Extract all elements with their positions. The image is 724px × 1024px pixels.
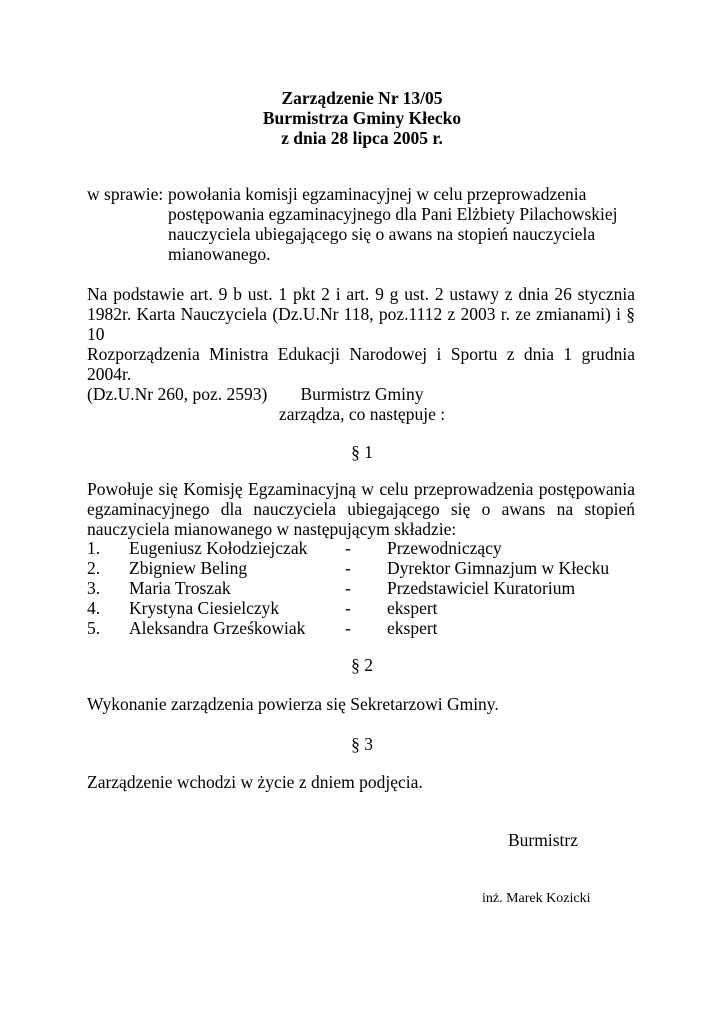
section-3-heading: § 3 [351,734,373,754]
section-3-text: Zarządzenie wchodzi w życie z dniem podjęcia. [87,772,423,792]
member-row [87,558,647,578]
decree-date: z dnia 28 lipca 2005 r. [281,128,443,148]
subject-line: postępowania egzaminacyjnego dla Pani Elżbiety Pilachowskiej [168,204,618,224]
member-role: Przewodniczący [387,538,502,558]
member-dash: - [345,598,351,618]
member-number: 1. [87,538,101,558]
signature-title: Burmistrz [508,830,578,850]
section-1-line: egzaminacyjnego dla nauczyciela ubiegającego się o awans na stopień [87,499,635,519]
member-number: 5. [87,618,101,638]
member-name: Zbigniew Beling [129,558,248,578]
member-role: ekspert [387,618,438,638]
member-row [87,598,647,618]
decree-statement: zarządza, co następuje : [278,404,446,424]
member-dash: - [345,538,351,558]
subject-line: powołania komisji egzaminacyjnej w celu przeprowadzenia [168,184,587,204]
member-dash: - [345,578,351,598]
member-name: Aleksandra Grześkowiak [129,618,306,638]
legal-basis-line: Na podstawie art. 9 b ust. 1 pkt 2 i art. 9 g ust. 2 ustawy z dnia 26 stycznia [87,284,635,304]
section-2-heading: § 2 [351,655,373,675]
member-role: Przedstawiciel Kuratorium [387,578,576,598]
member-row [87,618,647,638]
member-name: Krystyna Ciesielczyk [129,598,280,618]
subject-text [168,184,648,264]
member-role: ekspert [387,598,438,618]
member-name: Eugeniusz Kołodziejczak [129,538,308,558]
member-number: 2. [87,558,101,578]
subject-label: w sprawie: [87,184,164,204]
member-name: Maria Troszak [129,578,231,598]
legal-basis-line: Rozporządzenia Ministra Edukacji Narodowej i Sportu z dnia 1 grudnia 2004r. [87,344,635,384]
member-number: 3. [87,578,101,598]
subject-line: mianowanego. [168,244,271,264]
section-2-text: Wykonanie zarządzenia powierza się Sekretarzowi Gminy. [87,694,499,714]
issuer: Burmistrza Gminy Kłecko [262,108,462,128]
legal-basis-line: 1982r. Karta Nauczyciela (Dz.U.Nr 118, poz.1112 z 2003 r. ze zmianami) i § 10 [87,304,635,344]
member-number: 4. [87,598,101,618]
member-dash: - [345,558,351,578]
decree-issuer: Burmistrz Gminy [300,384,424,404]
section-1-text [87,479,635,539]
member-role: Dyrektor Gimnazjum w Kłecku [387,558,610,578]
member-dash: - [345,618,351,638]
decree-number: Zarządzenie Nr 13/05 [281,88,443,108]
section-1-line: nauczyciela mianowanego w następującym składzie: [87,519,457,539]
commission-members-list [87,538,647,638]
member-row [87,578,647,598]
section-1-line: Powołuje się Komisję Egzaminacyjną w celu przeprowadzenia postępowania [87,479,635,499]
signature-name: inż. Marek Kozicki [482,891,591,906]
document-header [0,88,724,148]
legal-basis-line: (Dz.U.Nr 260, poz. 2593) [87,384,268,404]
member-row [87,538,647,558]
section-1-heading: § 1 [351,442,373,462]
decree-formula [0,384,724,424]
subject-line: nauczyciela ubiegającego się o awans na stopień nauczyciela [168,224,596,244]
